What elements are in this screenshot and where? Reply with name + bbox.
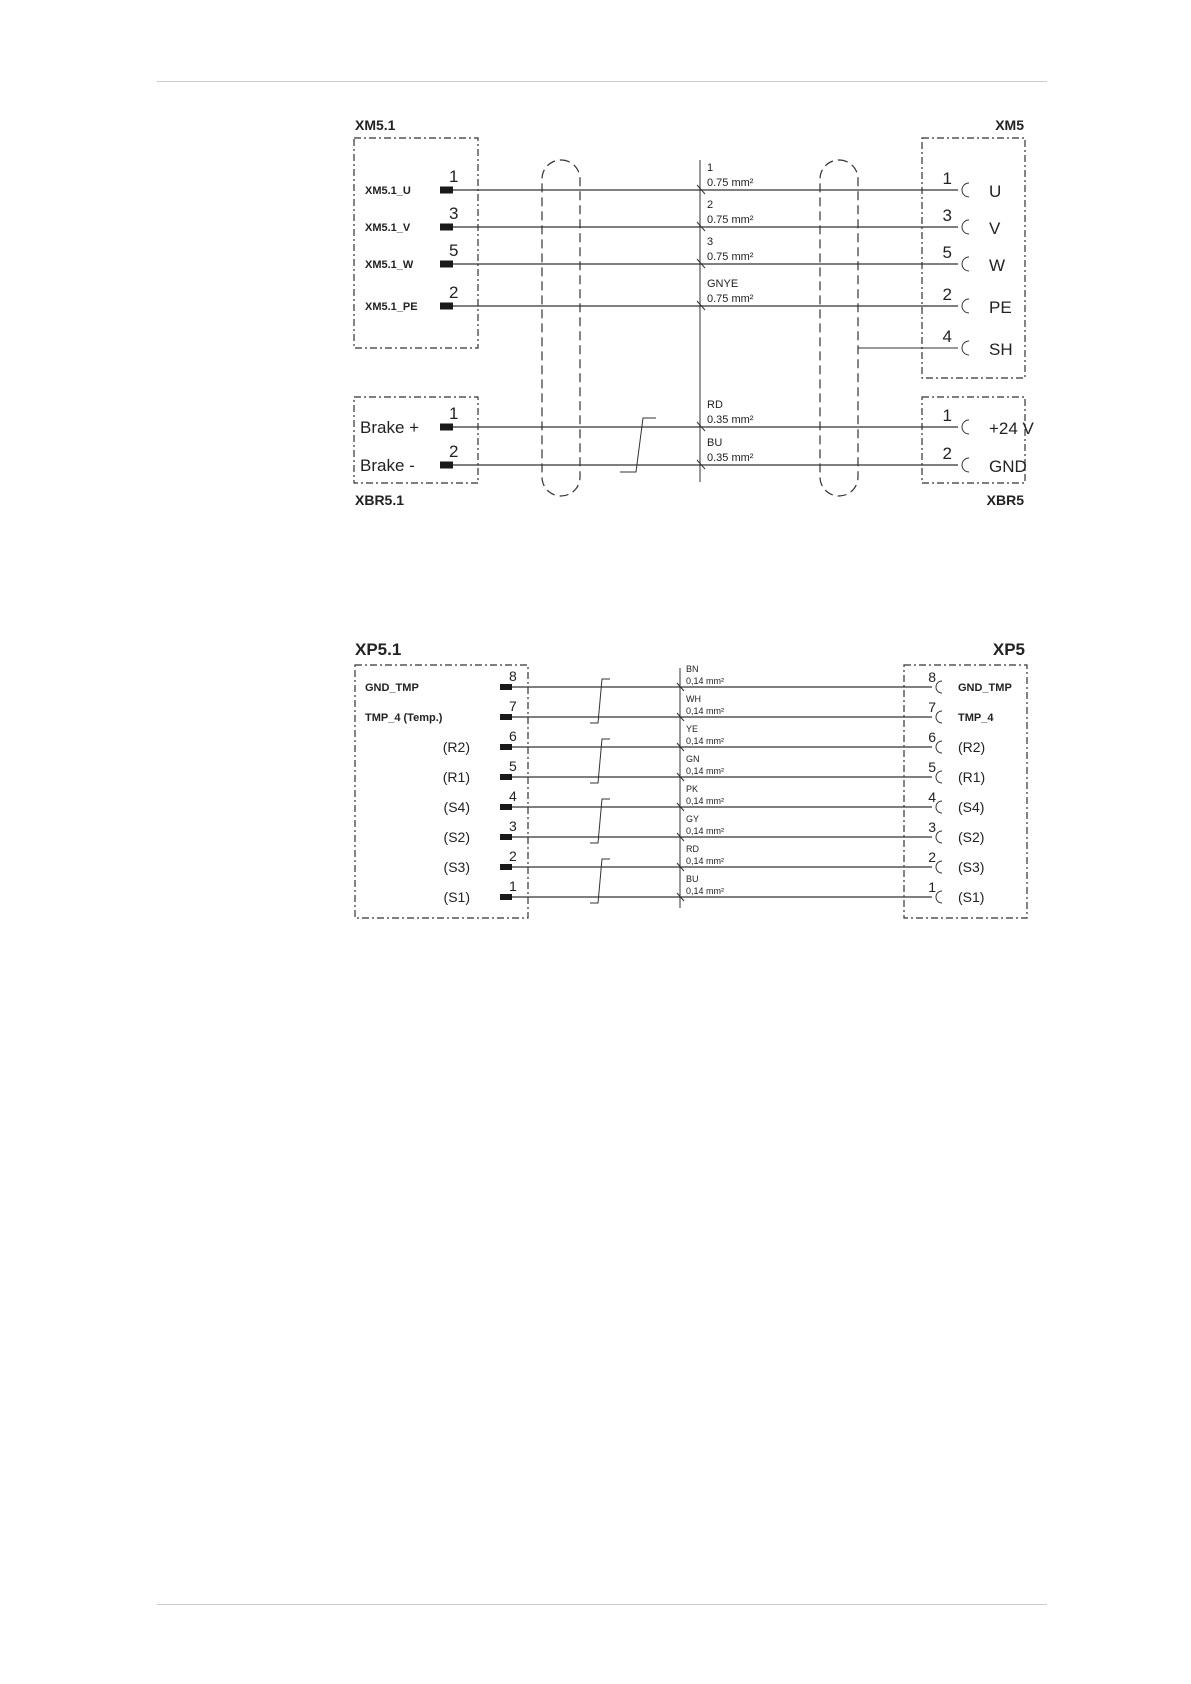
- signal-label-right: (S3): [958, 859, 985, 875]
- signal-label-left: (S1): [443, 889, 470, 905]
- wire-color: YE: [686, 724, 699, 734]
- pin-number-right: 2: [928, 849, 936, 865]
- pin-number-left: 1: [449, 167, 459, 186]
- pin-number-right: 4: [928, 789, 936, 805]
- socket-icon: [936, 891, 942, 903]
- feedback-rows: [365, 664, 1012, 905]
- cable-shield-right: [820, 160, 858, 496]
- wire-color: BN: [686, 664, 699, 674]
- pin-plug-icon: [500, 864, 512, 870]
- wire-cross-section: 0,14 mm²: [686, 676, 725, 686]
- xbr51-title: XBR5.1: [355, 492, 405, 508]
- wire-id: 3: [707, 236, 714, 248]
- pin-plug-icon: [500, 714, 512, 720]
- pin-number-left: 2: [449, 283, 459, 302]
- shield-label-right: SH: [989, 340, 1013, 359]
- signal-label-left: XM5.1_PE: [365, 301, 418, 313]
- signal-label-right: PE: [989, 298, 1012, 317]
- socket-icon: [936, 801, 942, 813]
- signal-label-right: GND: [989, 457, 1027, 476]
- power-rows: [360, 162, 1035, 476]
- pin-number-right: 8: [928, 669, 936, 685]
- pin-number-right: 5: [928, 759, 936, 775]
- pin-number-left: 6: [509, 728, 517, 744]
- socket-icon: [936, 741, 942, 753]
- signal-label-left: (R1): [442, 769, 470, 785]
- signal-label-left: XM5.1_W: [365, 259, 414, 271]
- pin-plug-icon: [440, 462, 453, 469]
- pin-number-right: 1: [942, 169, 952, 188]
- signal-label-right: (S1): [958, 889, 985, 905]
- wire-id: RD: [707, 399, 723, 411]
- pin-number-right: 3: [942, 206, 952, 225]
- feedback-diagram: [355, 640, 1027, 918]
- socket-icon: [962, 257, 969, 271]
- socket-icon: [962, 183, 969, 197]
- signal-label-left: (R2): [442, 739, 470, 755]
- wire-cross-section: 0.75 mm²: [707, 177, 754, 189]
- pin-number-left: 8: [509, 668, 517, 684]
- signal-label-right: V: [989, 219, 1001, 238]
- xm51-connector-box: [354, 138, 478, 348]
- pin-number-right: 5: [942, 243, 952, 262]
- wire-id: BU: [707, 437, 723, 449]
- signal-label-right: TMP_4: [958, 712, 994, 724]
- wire-cross-section: 0.35 mm²: [707, 414, 754, 426]
- pin-number-right: 7: [928, 699, 936, 715]
- pin-plug-icon: [500, 894, 512, 900]
- pin-number-left: 7: [509, 698, 517, 714]
- pin-plug-icon: [500, 774, 512, 780]
- wire-id: 2: [707, 199, 714, 211]
- pin-number-right: 2: [942, 444, 952, 463]
- signal-label-left: (S4): [443, 799, 470, 815]
- wire-cross-section: 0,14 mm²: [686, 796, 725, 806]
- shield-socket-icon: [962, 341, 969, 355]
- signal-label-left: XM5.1_U: [365, 185, 411, 197]
- pin-plug-icon: [440, 187, 453, 194]
- pin-number-left: 2: [509, 848, 517, 864]
- socket-icon: [962, 458, 969, 472]
- signal-label-right: W: [989, 256, 1006, 275]
- wire-cross-section: 0.75 mm²: [707, 251, 754, 263]
- wire-color: GN: [686, 754, 700, 764]
- pin-number-left: 5: [449, 241, 459, 260]
- socket-icon: [936, 771, 942, 783]
- socket-icon: [936, 831, 942, 843]
- signal-label-right: GND_TMP: [958, 682, 1012, 694]
- socket-icon: [962, 299, 969, 313]
- signal-label-left: (S3): [443, 859, 470, 875]
- pin-number-left: 4: [509, 788, 517, 804]
- wire-cross-section: 0.75 mm²: [707, 293, 754, 305]
- pin-plug-icon: [440, 424, 453, 431]
- shield-pin-right: 4: [942, 327, 952, 346]
- xp5-connector-box: [904, 665, 1027, 918]
- wire-cross-section: 0,14 mm²: [686, 826, 725, 836]
- socket-icon: [962, 220, 969, 234]
- signal-label-right: U: [989, 182, 1002, 201]
- signal-label-right: (S4): [958, 799, 985, 815]
- wire-color: PK: [686, 784, 699, 794]
- pin-number-left: 1: [449, 404, 459, 423]
- xp5-title: XP5: [992, 640, 1025, 659]
- pin-plug-icon: [500, 684, 512, 690]
- signal-label-left: TMP_4 (Temp.): [365, 712, 443, 724]
- wire-id: GNYE: [707, 278, 739, 290]
- pin-number-right: 6: [928, 729, 936, 745]
- socket-icon: [936, 681, 942, 693]
- signal-label-right: (R2): [958, 739, 986, 755]
- wire-color: RD: [686, 844, 699, 854]
- wire-cross-section: 0,14 mm²: [686, 766, 725, 776]
- pin-plug-icon: [500, 834, 512, 840]
- wire-cross-section: 0.75 mm²: [707, 214, 754, 226]
- xp51-title: XP5.1: [355, 640, 402, 659]
- signal-label-right: +24 V: [989, 419, 1034, 438]
- pin-plug-icon: [440, 224, 453, 231]
- wire-color: GY: [686, 814, 700, 824]
- wire-cross-section: 0,14 mm²: [686, 856, 725, 866]
- pin-number-left: 2: [449, 442, 459, 461]
- pin-number-right: 3: [928, 819, 936, 835]
- wire-cross-section: 0,14 mm²: [686, 736, 725, 746]
- pin-number-right: 1: [928, 879, 936, 895]
- signal-label-right: (R1): [958, 769, 986, 785]
- cable-shield-left: [542, 160, 580, 496]
- motor-power-diagram: [354, 117, 1035, 508]
- pin-number-left: 1: [509, 878, 517, 894]
- pin-number-right: 1: [942, 406, 952, 425]
- pin-plug-icon: [500, 744, 512, 750]
- wire-cross-section: 0,14 mm²: [686, 886, 725, 896]
- socket-icon: [936, 711, 942, 723]
- wire-color: WH: [686, 694, 701, 704]
- xp51-connector-box: [355, 665, 528, 918]
- xbr5-title: XBR5: [986, 492, 1024, 508]
- pin-number-left: 5: [509, 758, 517, 774]
- pin-number-right: 2: [942, 285, 952, 304]
- pin-plug-icon: [440, 261, 453, 268]
- wire-color: BU: [686, 874, 699, 884]
- pin-number-left: 3: [449, 204, 459, 223]
- signal-label-left: Brake -: [360, 456, 415, 475]
- signal-label-left: Brake +: [360, 418, 420, 437]
- pin-plug-icon: [500, 804, 512, 810]
- brake-twist-marker: [620, 418, 656, 472]
- pin-number-left: 3: [509, 818, 517, 834]
- signal-label-right: (S2): [958, 829, 985, 845]
- wire-cross-section: 0.35 mm²: [707, 452, 754, 464]
- wire-id: 1: [707, 162, 714, 174]
- socket-icon: [936, 861, 942, 873]
- xm51-title: XM5.1: [355, 117, 396, 133]
- xm5-title: XM5: [995, 117, 1024, 133]
- socket-icon: [962, 420, 969, 434]
- pin-plug-icon: [440, 303, 453, 310]
- signal-label-left: GND_TMP: [365, 682, 419, 694]
- signal-label-left: XM5.1_V: [365, 222, 411, 234]
- signal-label-left: (S2): [443, 829, 470, 845]
- wire-cross-section: 0,14 mm²: [686, 706, 725, 716]
